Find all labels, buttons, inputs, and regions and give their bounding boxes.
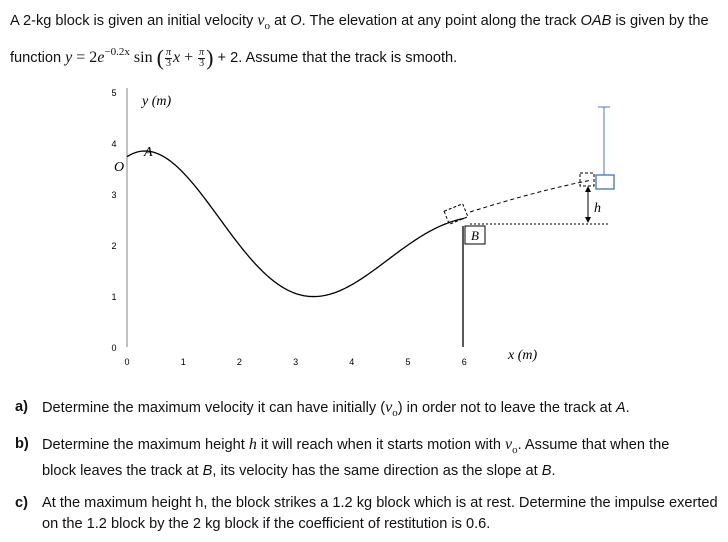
track-curve <box>127 151 464 297</box>
x-tick-label: 5 <box>405 357 411 367</box>
question-c <box>15 493 720 535</box>
velocity-symbol: v <box>385 399 393 416</box>
velocity-subscript: o <box>512 443 518 456</box>
y-tick-label: 5 <box>111 88 117 98</box>
frac-num: π <box>165 46 171 58</box>
block-1-2kg <box>596 175 614 189</box>
text: it will reach when it starts motion with <box>256 437 506 453</box>
x-tick-label: 0 <box>124 357 130 367</box>
eq-coef: = 2 <box>72 48 98 66</box>
question-body <box>42 434 720 482</box>
point-o-label: O <box>114 160 125 175</box>
velocity-symbol: v <box>505 436 513 453</box>
text: . Assume that when the <box>517 437 670 453</box>
height-symbol: h <box>248 436 257 453</box>
point-b-label: B <box>471 228 479 243</box>
block-at-peak <box>580 173 594 186</box>
x-axis-label: x (m) <box>508 348 538 363</box>
text: . <box>551 462 556 479</box>
text: A 2-kg block is given an initial velocity <box>10 13 258 29</box>
height-arrow-head-up <box>585 186 591 192</box>
y-tick-labels <box>111 88 116 353</box>
question-line: on the 1.2 block by the 2 kg block if the coefficient of restitution is 0.6. <box>42 516 491 532</box>
eq-sin: sin <box>129 48 153 66</box>
frac-num: π <box>199 46 205 58</box>
velocity-subscript: o <box>264 19 271 32</box>
velocity-symbol: v <box>257 12 265 29</box>
height-label: h <box>594 201 601 216</box>
x-tick-label: 6 <box>461 357 467 367</box>
y-tick-label: 2 <box>111 241 117 251</box>
text: + 2. Assume that the track is smooth. <box>213 49 458 66</box>
eq-x: x <box>172 48 181 66</box>
y-tick-label: 0 <box>111 343 117 353</box>
question-label: c) <box>15 495 28 511</box>
text: ) in order not to leave the track at <box>397 400 616 416</box>
y-axis-label: y (m) <box>142 94 172 109</box>
x-tick-label: 2 <box>236 357 242 367</box>
track-ref: OAB <box>580 13 612 29</box>
height-arrow-head-down <box>585 217 591 223</box>
question-body <box>42 397 720 424</box>
frac-den: 3 <box>199 57 205 69</box>
text: block leaves the track at <box>42 462 203 479</box>
question-b <box>15 434 720 482</box>
block-at-b <box>444 204 468 224</box>
text: , its velocity has the same direction as the slope at <box>212 462 542 479</box>
point-o-ref: O <box>290 13 302 29</box>
text: Determine the maximum velocity it can have initially ( <box>42 400 386 416</box>
x-tick-label: 1 <box>180 357 186 367</box>
trajectory-path <box>470 180 592 212</box>
question-a <box>15 397 720 424</box>
x-tick-label: 4 <box>349 357 355 367</box>
question-line: At the maximum height h, the block strikes a 1.2 kg block which is at rest. Determine the impulse exerted <box>42 495 718 511</box>
text: is given by the <box>611 13 709 29</box>
eq-plus: + <box>180 48 198 66</box>
point-ref: A <box>615 400 626 416</box>
y-tick-label: 1 <box>111 292 117 302</box>
text: function <box>10 49 66 66</box>
eq-close-paren: ) <box>206 44 214 70</box>
text: . The elevation at any point along the track <box>301 13 581 29</box>
eq-open-paren: ( <box>156 44 164 70</box>
velocity-subscript: o <box>392 406 398 419</box>
x-tick-labels <box>124 357 466 367</box>
eq-e: e <box>97 48 105 66</box>
x-tick-label: 3 <box>293 357 299 367</box>
text: at <box>270 13 291 29</box>
question-line <box>42 434 720 461</box>
point-a-label: A <box>144 145 153 160</box>
question-body <box>42 493 720 535</box>
frac-den: 3 <box>165 57 171 69</box>
y-tick-label: 3 <box>111 190 117 200</box>
eq-y: y <box>65 48 73 66</box>
point-ref: B <box>202 462 213 479</box>
question-label: a) <box>15 399 28 415</box>
text: . <box>625 400 630 416</box>
text: Determine the maximum height <box>42 437 249 453</box>
eq-exponent: −0.2x <box>104 45 130 58</box>
y-tick-label: 4 <box>111 139 117 149</box>
question-label: b) <box>15 436 29 452</box>
point-ref: B <box>541 462 552 479</box>
question-line <box>42 461 720 482</box>
